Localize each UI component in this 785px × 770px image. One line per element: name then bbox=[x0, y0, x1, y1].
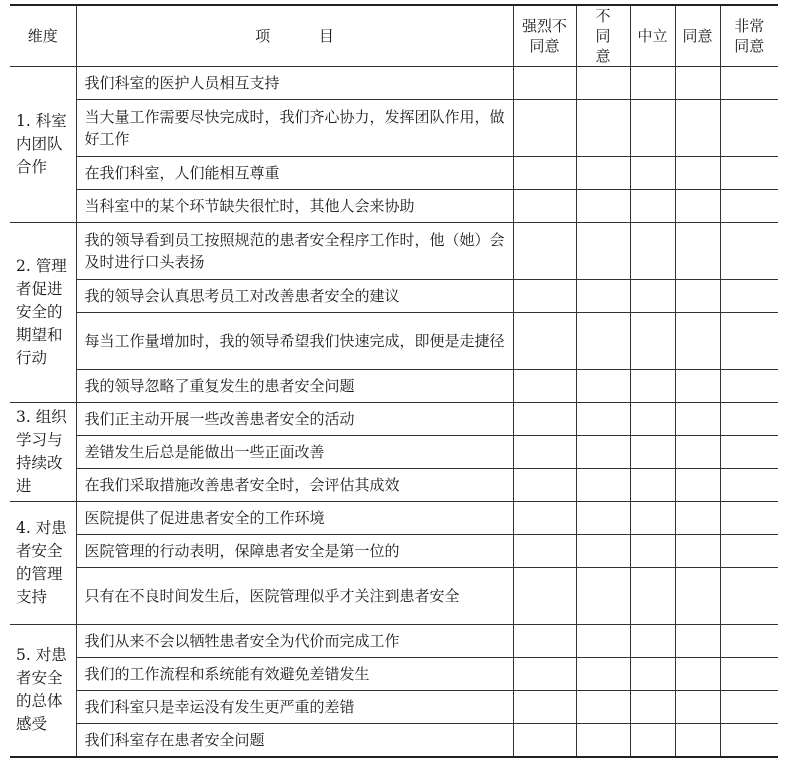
rating-cell[interactable] bbox=[630, 403, 675, 436]
rating-cell[interactable] bbox=[720, 625, 778, 658]
item-text: 我们科室存在患者安全问题 bbox=[76, 724, 513, 757]
table-row bbox=[10, 313, 778, 370]
rating-cell[interactable] bbox=[513, 403, 576, 436]
survey-table bbox=[10, 4, 778, 758]
item-text: 差错发生后总是能做出一些正面改善 bbox=[76, 436, 513, 469]
rating-cell[interactable] bbox=[630, 223, 675, 280]
rating-cell[interactable] bbox=[720, 280, 778, 313]
item-text: 只有在不良时间发生后，医院管理似乎才关注到患者安全 bbox=[76, 568, 513, 625]
rating-cell[interactable] bbox=[675, 568, 720, 625]
rating-cell[interactable] bbox=[576, 223, 630, 280]
rating-cell[interactable] bbox=[576, 280, 630, 313]
item-text: 医院管理的行动表明，保障患者安全是第一位的 bbox=[76, 535, 513, 568]
rating-cell[interactable] bbox=[630, 313, 675, 370]
item-text: 在我们科室，人们能相互尊重 bbox=[76, 157, 513, 190]
header-agree: 同意 bbox=[675, 5, 720, 67]
rating-cell[interactable] bbox=[513, 190, 576, 223]
rating-cell[interactable] bbox=[675, 691, 720, 724]
rating-cell[interactable] bbox=[630, 190, 675, 223]
item-text: 在我们采取措施改善患者安全时，会评估其成效 bbox=[76, 469, 513, 502]
rating-cell[interactable] bbox=[630, 280, 675, 313]
rating-cell[interactable] bbox=[513, 568, 576, 625]
rating-cell[interactable] bbox=[675, 535, 720, 568]
rating-cell[interactable] bbox=[630, 157, 675, 190]
rating-cell[interactable] bbox=[576, 157, 630, 190]
header-strongly-disagree: 强烈不同意 bbox=[513, 5, 576, 67]
rating-cell[interactable] bbox=[576, 691, 630, 724]
rating-cell[interactable] bbox=[576, 190, 630, 223]
rating-cell[interactable] bbox=[513, 535, 576, 568]
rating-cell[interactable] bbox=[513, 469, 576, 502]
item-text: 当科室中的某个环节缺失很忙时，其他人会来协助 bbox=[76, 190, 513, 223]
table-row bbox=[10, 436, 778, 469]
rating-cell[interactable] bbox=[576, 658, 630, 691]
table-row bbox=[10, 190, 778, 223]
rating-cell[interactable] bbox=[513, 625, 576, 658]
table-row bbox=[10, 370, 778, 403]
item-text: 医院提供了促进患者安全的工作环境 bbox=[76, 502, 513, 535]
rating-cell[interactable] bbox=[675, 625, 720, 658]
rating-cell[interactable] bbox=[720, 370, 778, 403]
rating-cell[interactable] bbox=[675, 469, 720, 502]
dimension-label: 5. 对患者安全的总体感受 bbox=[10, 625, 76, 757]
rating-cell[interactable] bbox=[720, 100, 778, 157]
rating-cell[interactable] bbox=[576, 313, 630, 370]
table-row bbox=[10, 280, 778, 313]
rating-cell[interactable] bbox=[576, 403, 630, 436]
rating-cell[interactable] bbox=[513, 436, 576, 469]
rating-cell[interactable] bbox=[675, 190, 720, 223]
item-text: 当大量工作需要尽快完成时，我们齐心协力，发挥团队作用，做好工作 bbox=[76, 100, 513, 157]
rating-cell[interactable] bbox=[513, 313, 576, 370]
rating-cell[interactable] bbox=[513, 658, 576, 691]
table-row bbox=[10, 691, 778, 724]
rating-cell[interactable] bbox=[576, 67, 630, 100]
dimension-label: 4. 对患者安全的管理支持 bbox=[10, 502, 76, 625]
rating-cell[interactable] bbox=[720, 436, 778, 469]
item-text: 我的领导忽略了重复发生的患者安全问题 bbox=[76, 370, 513, 403]
rating-cell[interactable] bbox=[513, 370, 576, 403]
rating-cell[interactable] bbox=[630, 469, 675, 502]
item-text: 我的领导会认真思考员工对改善患者安全的建议 bbox=[76, 280, 513, 313]
rating-cell[interactable] bbox=[720, 223, 778, 280]
item-text: 我们从来不会以牺牲患者安全为代价而完成工作 bbox=[76, 625, 513, 658]
rating-cell[interactable] bbox=[720, 469, 778, 502]
rating-cell[interactable] bbox=[675, 658, 720, 691]
item-text: 我的领导看到员工按照规范的患者安全程序工作时，他（她）会及时进行口头表扬 bbox=[76, 223, 513, 280]
item-text: 每当工作量增加时，我的领导希望我们快速完成，即便是走捷径 bbox=[76, 313, 513, 370]
rating-cell[interactable] bbox=[720, 403, 778, 436]
table-row bbox=[10, 403, 778, 436]
rating-cell[interactable] bbox=[720, 157, 778, 190]
rating-cell[interactable] bbox=[513, 280, 576, 313]
rating-cell[interactable] bbox=[630, 436, 675, 469]
table-row bbox=[10, 535, 778, 568]
dimension-label: 3. 组织学习与持续改进 bbox=[10, 403, 76, 502]
rating-cell[interactable] bbox=[576, 100, 630, 157]
item-text: 我们正主动开展一些改善患者安全的活动 bbox=[76, 403, 513, 436]
item-text: 我们的工作流程和系统能有效避免差错发生 bbox=[76, 658, 513, 691]
header-dimension: 维度 bbox=[10, 5, 76, 67]
rating-cell[interactable] bbox=[630, 625, 675, 658]
rating-cell[interactable] bbox=[630, 724, 675, 757]
header-row bbox=[10, 5, 778, 67]
rating-cell[interactable] bbox=[720, 190, 778, 223]
rating-cell[interactable] bbox=[675, 370, 720, 403]
rating-cell[interactable] bbox=[630, 502, 675, 535]
rating-cell[interactable] bbox=[675, 157, 720, 190]
rating-cell[interactable] bbox=[630, 67, 675, 100]
table-row bbox=[10, 568, 778, 625]
rating-cell[interactable] bbox=[630, 370, 675, 403]
table-row bbox=[10, 625, 778, 658]
header-strongly-agree: 非常同意 bbox=[720, 5, 778, 67]
dimension-label: 2. 管理者促进安全的期望和行动 bbox=[10, 223, 76, 403]
dimension-label: 1. 科室内团队合作 bbox=[10, 67, 76, 223]
rating-cell[interactable] bbox=[576, 436, 630, 469]
table-row bbox=[10, 658, 778, 691]
rating-cell[interactable] bbox=[513, 724, 576, 757]
rating-cell[interactable] bbox=[675, 223, 720, 280]
rating-cell[interactable] bbox=[576, 568, 630, 625]
rating-cell[interactable] bbox=[720, 502, 778, 535]
rating-cell[interactable] bbox=[675, 403, 720, 436]
table-row bbox=[10, 469, 778, 502]
rating-cell[interactable] bbox=[675, 100, 720, 157]
rating-cell[interactable] bbox=[675, 436, 720, 469]
rating-cell[interactable] bbox=[576, 625, 630, 658]
table-row bbox=[10, 157, 778, 190]
rating-cell[interactable] bbox=[675, 724, 720, 757]
rating-cell[interactable] bbox=[720, 724, 778, 757]
table-row bbox=[10, 67, 778, 100]
rating-cell[interactable] bbox=[720, 535, 778, 568]
rating-cell[interactable] bbox=[513, 691, 576, 724]
rating-cell[interactable] bbox=[675, 280, 720, 313]
rating-cell[interactable] bbox=[513, 67, 576, 100]
table-row bbox=[10, 502, 778, 535]
item-text: 我们科室的医护人员相互支持 bbox=[76, 67, 513, 100]
rating-cell[interactable] bbox=[720, 658, 778, 691]
rating-cell[interactable] bbox=[576, 370, 630, 403]
rating-cell[interactable] bbox=[576, 535, 630, 568]
rating-cell[interactable] bbox=[720, 691, 778, 724]
rating-cell[interactable] bbox=[675, 502, 720, 535]
rating-cell[interactable] bbox=[513, 157, 576, 190]
rating-cell[interactable] bbox=[630, 568, 675, 625]
header-item: 项 目 bbox=[76, 5, 513, 67]
rating-cell[interactable] bbox=[630, 691, 675, 724]
table-row bbox=[10, 100, 778, 157]
rating-cell[interactable] bbox=[576, 502, 630, 535]
rating-cell[interactable] bbox=[513, 223, 576, 280]
rating-cell[interactable] bbox=[630, 658, 675, 691]
rating-cell[interactable] bbox=[675, 67, 720, 100]
rating-cell[interactable] bbox=[675, 313, 720, 370]
rating-cell[interactable] bbox=[720, 313, 778, 370]
rating-cell[interactable] bbox=[720, 568, 778, 625]
rating-cell[interactable] bbox=[576, 724, 630, 757]
rating-cell[interactable] bbox=[630, 535, 675, 568]
table-row bbox=[10, 724, 778, 757]
rating-cell[interactable] bbox=[630, 100, 675, 157]
header-neutral: 中立 bbox=[630, 5, 675, 67]
rating-cell[interactable] bbox=[720, 67, 778, 100]
item-text: 我们科室只是幸运没有发生更严重的差错 bbox=[76, 691, 513, 724]
rating-cell[interactable] bbox=[513, 502, 576, 535]
rating-cell[interactable] bbox=[576, 469, 630, 502]
table-row bbox=[10, 223, 778, 280]
header-disagree: 不同意 bbox=[576, 5, 630, 67]
rating-cell[interactable] bbox=[513, 100, 576, 157]
